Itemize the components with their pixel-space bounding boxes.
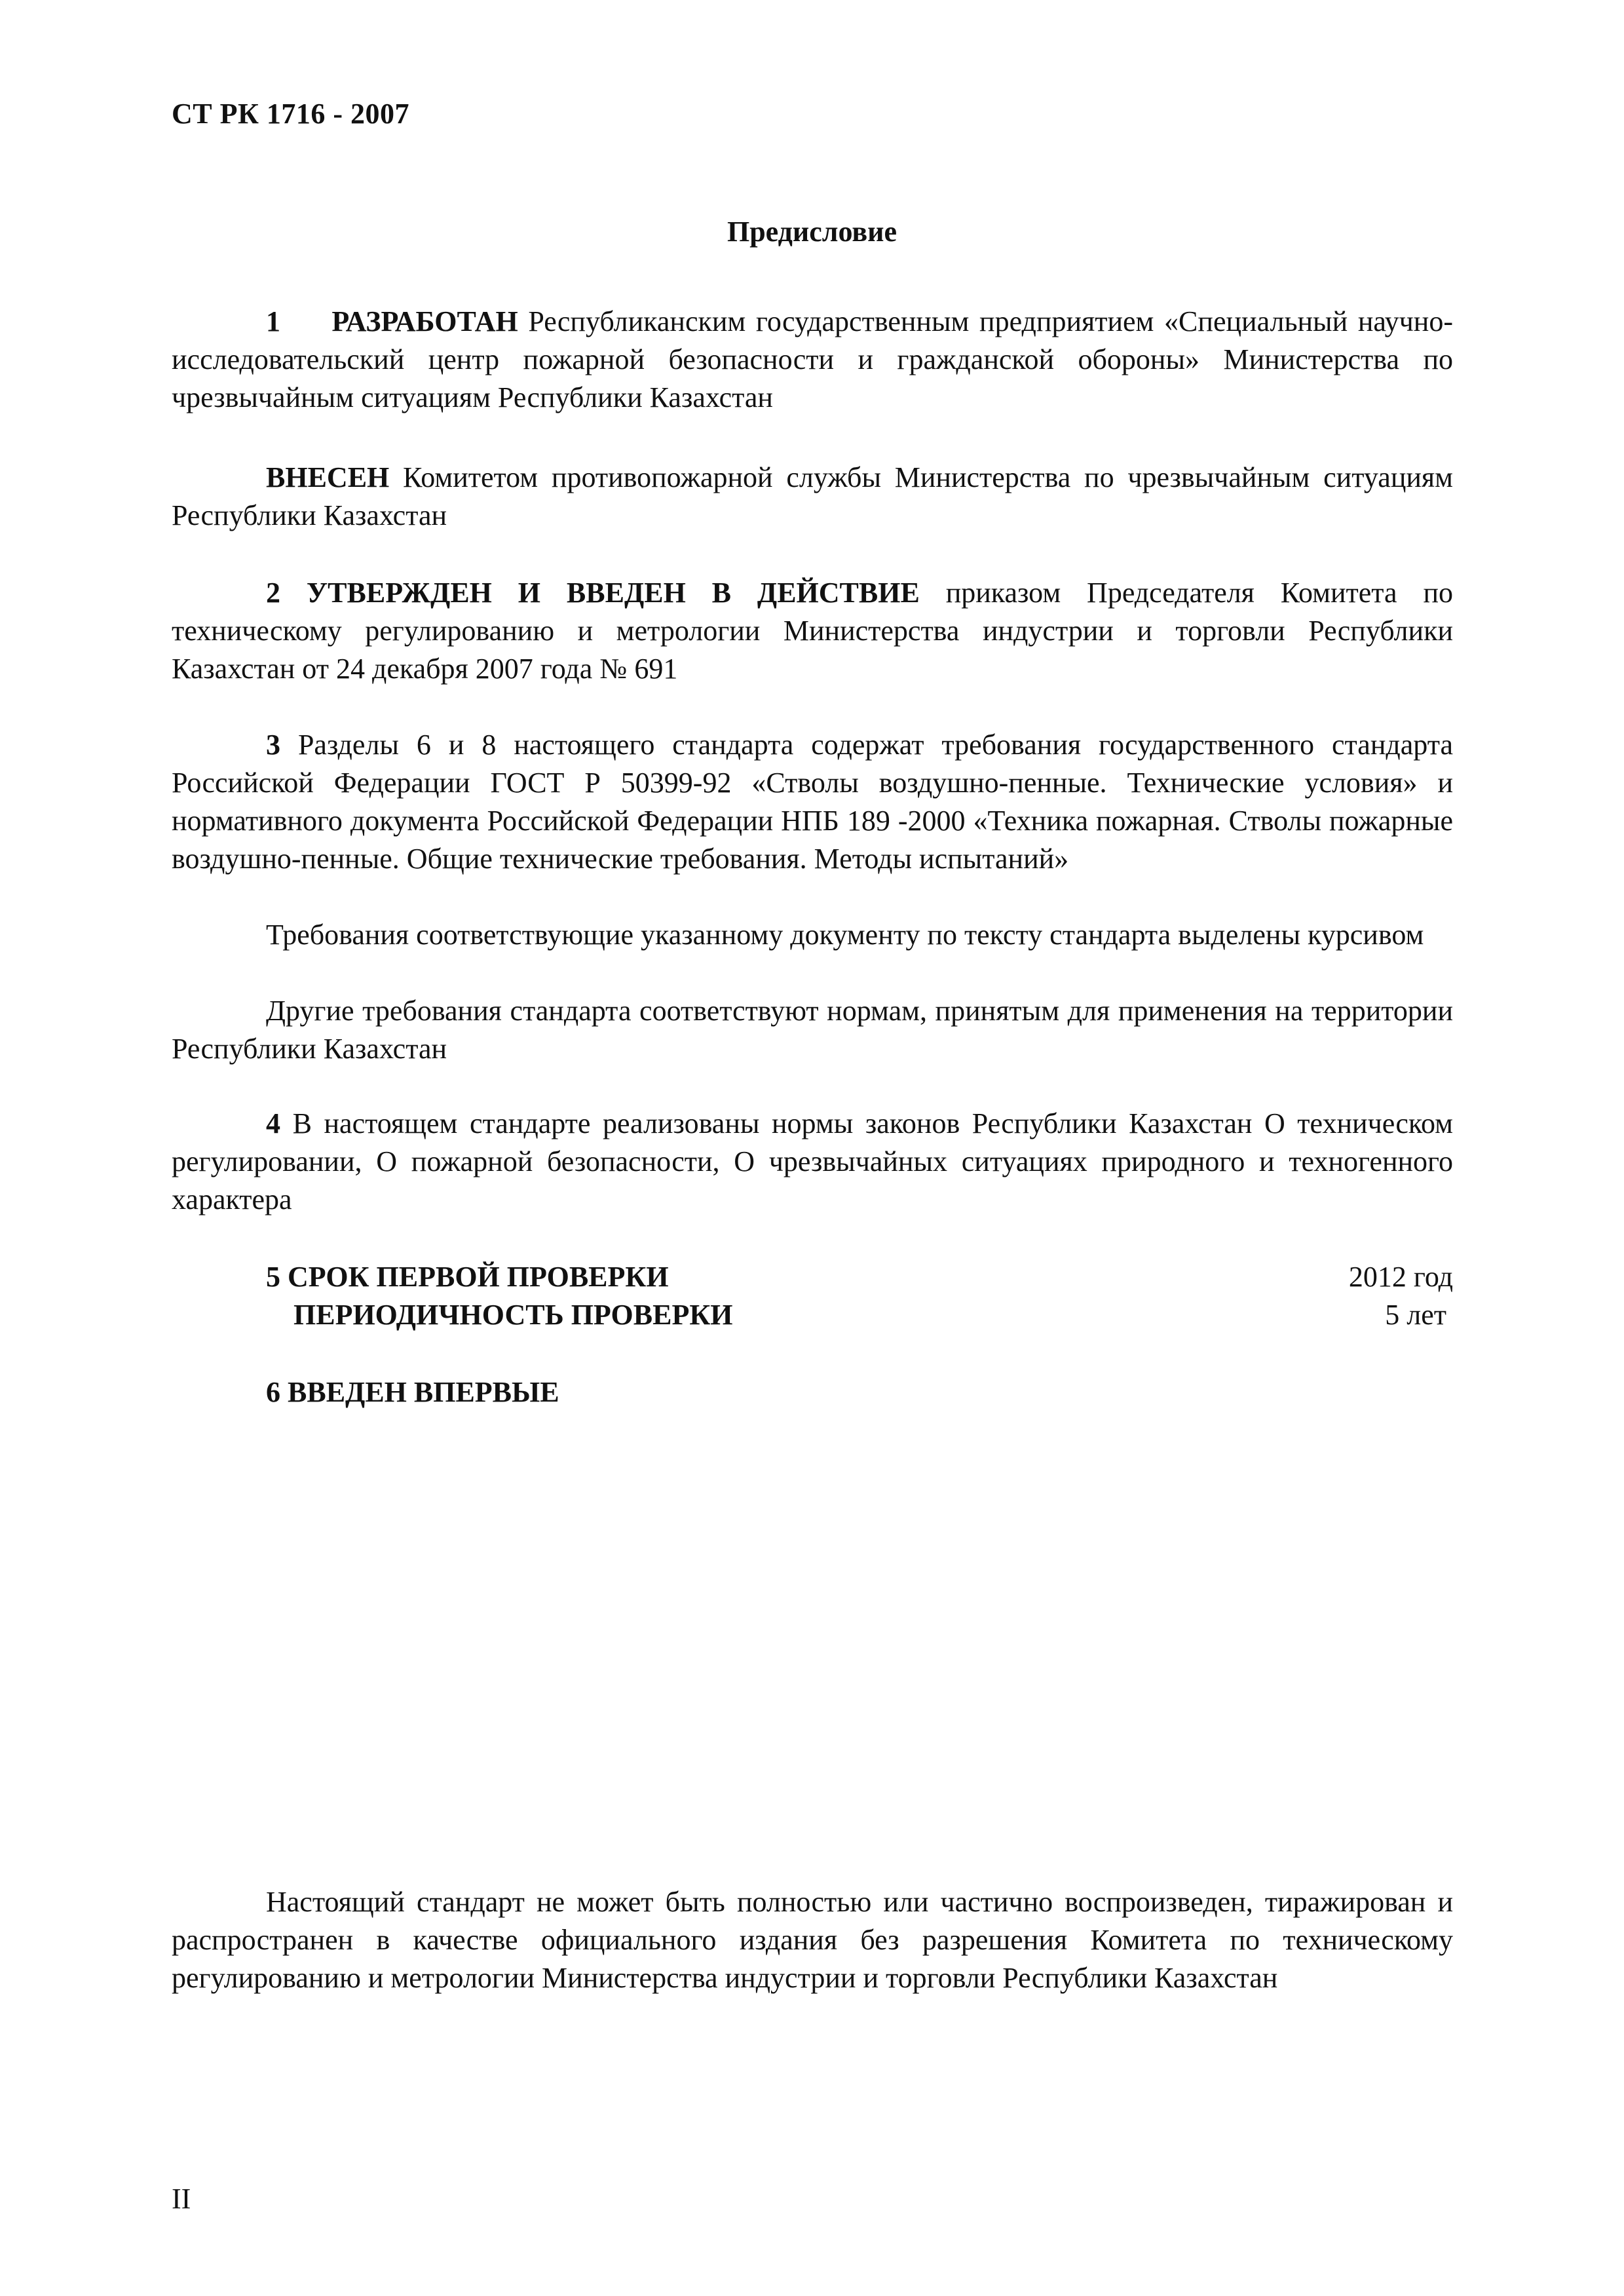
copyright-notice-text: Настоящий стандарт не может быть полностью или частично воспроизведен, тиражирован и распространен в качестве официального издания без разрешения Комитета по техническому регулированию и метрологии Министерства индустрии и торговли Республики Казахстан — [172, 1886, 1453, 1994]
section-3-number: 3 — [266, 729, 280, 761]
check-period-label: ПЕРИОДИЧНОСТЬ ПРОВЕРКИ — [293, 1299, 733, 1331]
introduced-text: Комитетом противопожарной службы Министерства по чрезвычайным ситуациям Республики Казахстан — [172, 461, 1453, 531]
standard-code: СТ РК 1716 - 2007 — [172, 98, 410, 130]
section-2-text: приказом Председателя Комитета по техническому регулированию и метрологии Министерства индустрии и торговли Республики Казахстан от 24 декабря 2007 года № 691 — [172, 577, 1453, 685]
first-check-value: 2012 год — [1348, 1261, 1453, 1293]
check-period-value: 5 лет — [1385, 1299, 1446, 1331]
section-3-paragraph — [172, 726, 1453, 878]
section-1-heading: РАЗРАБОТАН — [331, 305, 518, 337]
section-3-text: Разделы 6 и 8 настоящего стандарта содержат требования государственного стандарта Российской Федерации ГОСТ Р 50399-92 «Стволы воздушно-пенные. Технические условия» и нормативного документа Российской Федерации НПБ 189 -2000 «Техника пожарная. Стволы пожарные воздушно-пенные. Общие технические требования. Методы испытаний» — [172, 729, 1454, 875]
section-1-number: 1 — [266, 305, 280, 337]
section-4-number: 4 — [266, 1107, 280, 1139]
section-1-text: Республиканским государственным предприятием «Специальный научно-исследовательский центр пожарной безопасности и гражданской обороны» Министерства по чрезвычайным ситуациям Республики Казахстан — [172, 305, 1454, 413]
first-check-label: 5 СРОК ПЕРВОЙ ПРОВЕРКИ — [266, 1261, 669, 1293]
introduced-paragraph — [172, 459, 1453, 535]
section-2-paragraph — [172, 574, 1453, 688]
introduced-heading: ВНЕСЕН — [266, 461, 390, 493]
page-title: Предисловие — [727, 216, 897, 248]
section-4-paragraph — [172, 1105, 1453, 1219]
section-6-label: 6 ВВЕДЕН ВПЕРВЫЕ — [266, 1376, 559, 1408]
section-3-note-2-text: Другие требования стандарта соответствуют нормам, принятым для применения на территории Республики Казахстан — [172, 995, 1453, 1065]
section-4-text: В настоящем стандарте реализованы нормы законов Республики Казахстан О техническом регулировании, О пожарной безопасности, О чрезвычайных ситуациях природного и техногенного характера — [172, 1107, 1454, 1215]
copyright-notice — [172, 1883, 1453, 1997]
section-3-note-2 — [172, 992, 1453, 1068]
page-number: II — [172, 2183, 191, 2215]
section-1-paragraph — [172, 303, 1453, 417]
section-2-heading: 2 УТВЕРЖДЕН И ВВЕДЕН В ДЕЙСТВИЕ — [266, 577, 920, 609]
section-3-note-1-text: Требования соответствующие указанному документу по тексту стандарта выделены курсивом — [266, 919, 1424, 951]
section-3-note-1 — [172, 916, 1453, 954]
